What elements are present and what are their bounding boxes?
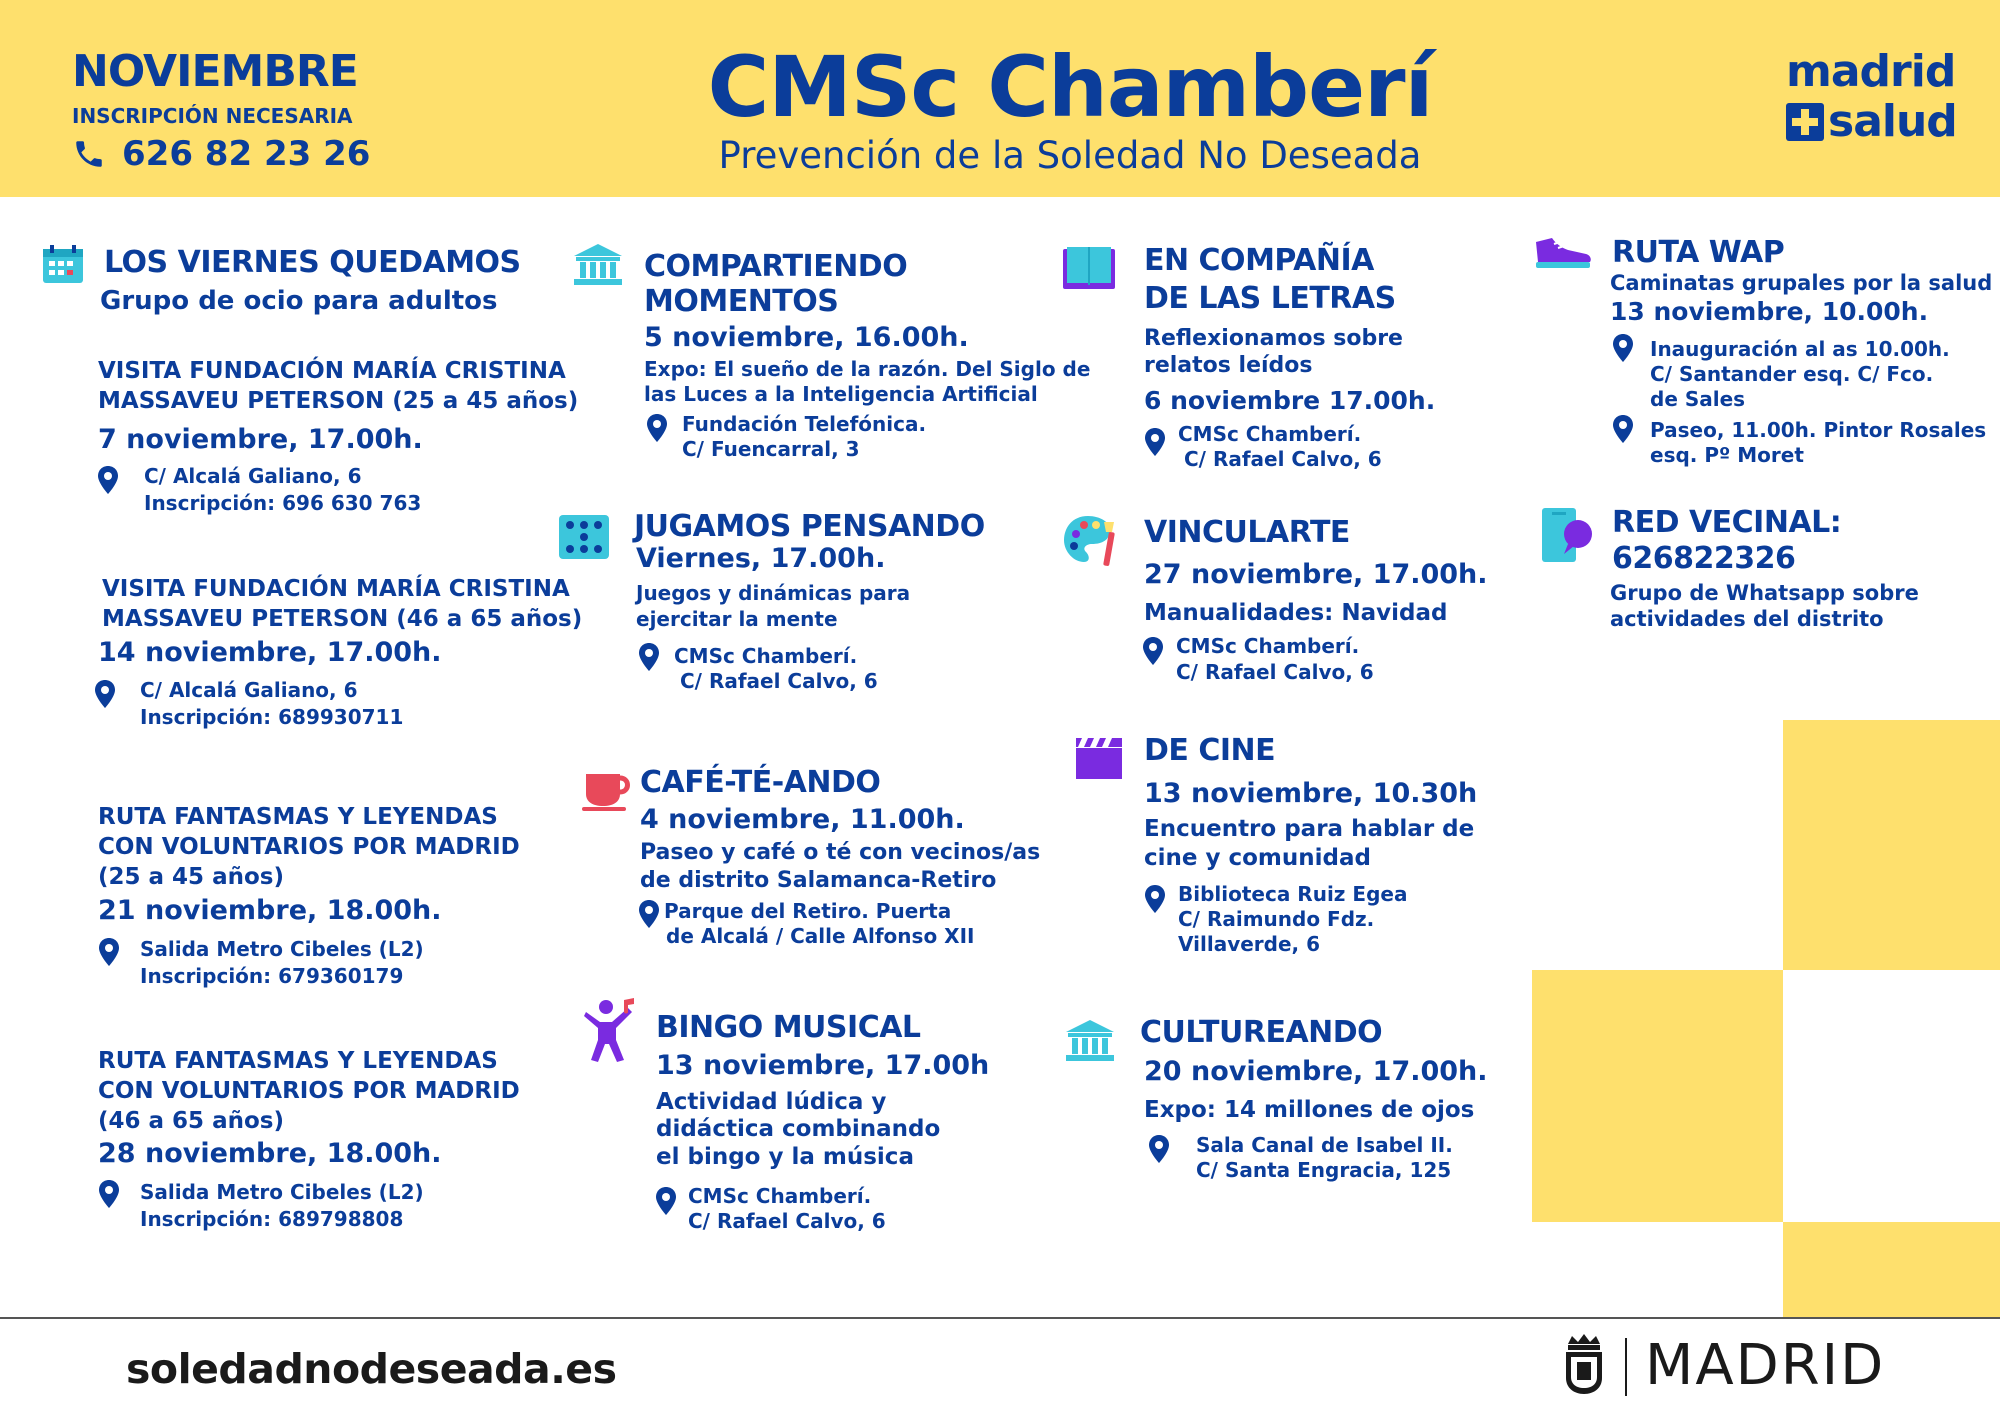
red-vecinal-desc: actividades del distrito bbox=[1610, 607, 1884, 631]
compartiendo-title: MOMENTOS bbox=[644, 284, 839, 319]
decorative-block bbox=[1783, 1222, 2000, 1317]
event-date: 28 noviembre, 18.00h. bbox=[98, 1138, 442, 1169]
location-pin-icon bbox=[638, 899, 660, 929]
cine-desc: Encuentro para hablar de bbox=[1144, 816, 1475, 842]
event-inscription: Inscripción: 679360179 bbox=[140, 964, 404, 988]
red-vecinal-phone: 626822326 bbox=[1612, 541, 1796, 576]
location-pin-icon bbox=[1612, 333, 1634, 363]
location-pin-icon bbox=[1144, 427, 1166, 457]
cafe-desc: Paseo y café o té con vecinos/as bbox=[640, 840, 1041, 865]
cine-location: Biblioteca Ruiz Egea bbox=[1178, 882, 1408, 906]
compartiendo-desc: las Luces a la Inteligencia Artificial bbox=[644, 382, 1038, 406]
location-pin-icon bbox=[655, 1186, 677, 1216]
page-subtitle: Prevención de la Soledad No Deseada bbox=[718, 134, 1422, 177]
event-age-range: (46 a 65 años) bbox=[98, 1108, 284, 1134]
location-pin-icon bbox=[97, 465, 119, 495]
bingo-desc: Actividad lúdica y bbox=[656, 1089, 887, 1115]
event-date: 14 noviembre, 17.00h. bbox=[98, 637, 442, 668]
event-inscription: Inscripción: 696 630 763 bbox=[144, 491, 422, 515]
event-title: RUTA FANTASMAS Y LEYENDAS bbox=[98, 804, 498, 830]
madrid-salud-logo bbox=[1786, 48, 1966, 148]
wap-location: Paseo, 11.00h. Pintor Rosales bbox=[1650, 418, 1987, 442]
cine-desc: cine y comunidad bbox=[1144, 845, 1371, 871]
event-location: Salida Metro Cibeles (L2) bbox=[140, 1180, 424, 1204]
museum-icon bbox=[1064, 1018, 1116, 1062]
red-vecinal-desc: Grupo de Whatsapp sobre bbox=[1610, 581, 1919, 605]
event-title: MASSAVEU PETERSON (25 a 45 años) bbox=[98, 388, 579, 414]
location-pin-icon bbox=[638, 642, 660, 672]
location-pin-icon bbox=[98, 937, 120, 967]
month-label: NOVIEMBRE bbox=[72, 46, 358, 97]
location-pin-icon bbox=[98, 1179, 120, 1209]
viernes-quedamos-subtitle: Grupo de ocio para adultos bbox=[100, 286, 498, 316]
dancer-icon bbox=[582, 998, 636, 1064]
cine-date: 13 noviembre, 10.30h bbox=[1144, 778, 1478, 809]
bingo-location: CMSc Chamberí. bbox=[688, 1184, 872, 1208]
jugamos-desc: Juegos y dinámicas para bbox=[636, 581, 911, 605]
location-pin-icon bbox=[94, 679, 116, 709]
event-title: VISITA FUNDACIÓN MARÍA CRISTINA bbox=[98, 358, 566, 384]
location-pin-icon bbox=[1148, 1134, 1170, 1164]
vincularte-date: 27 noviembre, 17.00h. bbox=[1144, 559, 1488, 590]
vincularte-location: CMSc Chamberí. bbox=[1176, 634, 1360, 658]
jugamos-title: JUGAMOS PENSANDO bbox=[634, 509, 985, 544]
compartiendo-desc: Expo: El sueño de la razón. Del Siglo de bbox=[644, 357, 1091, 381]
cafe-location: Parque del Retiro. Puerta bbox=[664, 899, 952, 923]
wap-location: de Sales bbox=[1650, 387, 1746, 411]
compartiendo-date: 5 noviembre, 16.00h. bbox=[644, 322, 969, 353]
cine-location: Villaverde, 6 bbox=[1178, 932, 1321, 956]
clapperboard-icon bbox=[1074, 734, 1124, 780]
cultureando-location: Sala Canal de Isabel II. bbox=[1196, 1133, 1453, 1157]
decorative-block bbox=[1532, 970, 1783, 1222]
jugamos-desc: ejercitar la mente bbox=[636, 607, 838, 631]
madrid-crest-icon bbox=[1562, 1334, 1606, 1396]
jugamos-location: C/ Rafael Calvo, 6 bbox=[680, 669, 878, 693]
event-age-range: (25 a 45 años) bbox=[98, 864, 284, 890]
bingo-desc: el bingo y la música bbox=[656, 1144, 914, 1170]
event-title: CON VOLUNTARIOS POR MADRID bbox=[98, 1078, 520, 1104]
palette-icon bbox=[1062, 512, 1120, 570]
footer-divider bbox=[0, 1317, 2000, 1319]
location-pin-icon bbox=[1612, 414, 1634, 444]
letras-location: CMSc Chamberí. bbox=[1178, 422, 1362, 446]
logo-line1: madrid bbox=[1786, 46, 1956, 97]
coffee-cup-icon bbox=[582, 770, 632, 812]
cultureando-desc: Expo: 14 millones de ojos bbox=[1144, 1097, 1475, 1123]
event-location: C/ Alcalá Galiano, 6 bbox=[144, 464, 362, 488]
phone-number: 626 82 23 26 bbox=[122, 134, 371, 174]
logo-line2: salud bbox=[1828, 96, 1957, 147]
vincularte-location: C/ Rafael Calvo, 6 bbox=[1176, 660, 1374, 684]
location-pin-icon bbox=[646, 413, 668, 443]
cultureando-title: CULTUREANDO bbox=[1140, 1015, 1383, 1050]
inscription-label: INSCRIPCIÓN NECESARIA bbox=[72, 104, 353, 128]
compartiendo-title: COMPARTIENDO bbox=[644, 249, 908, 284]
madrid-logo-text: MADRID bbox=[1645, 1333, 1886, 1398]
cine-title: DE CINE bbox=[1144, 733, 1276, 768]
cafe-title: CAFÉ-TÉ-ANDO bbox=[640, 765, 881, 800]
event-date: 7 noviembre, 17.00h. bbox=[98, 424, 423, 455]
wap-location: C/ Santander esq. C/ Fco. bbox=[1650, 362, 1934, 386]
event-title: RUTA FANTASMAS Y LEYENDAS bbox=[98, 1048, 498, 1074]
red-vecinal-title: RED VECINAL: bbox=[1612, 505, 1842, 540]
cafe-desc: de distrito Salamanca-Retiro bbox=[640, 868, 997, 893]
viernes-quedamos-title: LOS VIERNES QUEDAMOS bbox=[104, 245, 521, 280]
jugamos-location: CMSc Chamberí. bbox=[674, 644, 858, 668]
letras-location: C/ Rafael Calvo, 6 bbox=[1184, 447, 1382, 471]
bingo-title: BINGO MUSICAL bbox=[656, 1010, 921, 1045]
cafe-date: 4 noviembre, 11.00h. bbox=[640, 804, 965, 835]
bingo-date: 13 noviembre, 17.00h bbox=[656, 1050, 990, 1081]
event-location: C/ Alcalá Galiano, 6 bbox=[140, 678, 358, 702]
footer-separator bbox=[1625, 1338, 1627, 1396]
page-title: CMSc Chamberí bbox=[707, 38, 1433, 136]
plus-icon bbox=[1786, 103, 1824, 141]
location-pin-icon bbox=[1142, 636, 1164, 666]
calendar-icon bbox=[42, 244, 84, 284]
event-location: Salida Metro Cibeles (L2) bbox=[140, 937, 424, 961]
footer-url[interactable]: soledadnodeseada.es bbox=[126, 1345, 617, 1393]
event-title: VISITA FUNDACIÓN MARÍA CRISTINA bbox=[102, 576, 570, 602]
decorative-block bbox=[1783, 720, 2000, 970]
vincularte-title: VINCULARTE bbox=[1144, 515, 1350, 550]
cine-location: C/ Raimundo Fdz. bbox=[1178, 907, 1375, 931]
event-inscription: Inscripción: 689798808 bbox=[140, 1207, 404, 1231]
jugamos-date: Viernes, 17.00h. bbox=[636, 543, 886, 574]
location-pin-icon bbox=[1144, 884, 1166, 914]
event-title: CON VOLUNTARIOS POR MADRID bbox=[98, 834, 520, 860]
letras-title: DE LAS LETRAS bbox=[1144, 281, 1396, 316]
shoe-icon bbox=[1534, 234, 1592, 270]
wap-date: 13 noviembre, 10.00h. bbox=[1610, 297, 1929, 326]
bingo-location: C/ Rafael Calvo, 6 bbox=[688, 1209, 886, 1233]
letras-title: EN COMPAÑÍA bbox=[1144, 243, 1374, 278]
cafe-location: de Alcalá / Calle Alfonso XII bbox=[666, 924, 975, 948]
letras-date: 6 noviembre 17.00h. bbox=[1144, 386, 1436, 415]
wap-location: esq. Pº Moret bbox=[1650, 443, 1804, 467]
wap-title: RUTA WAP bbox=[1612, 235, 1785, 270]
museum-icon bbox=[572, 242, 624, 286]
bingo-desc: didáctica combinando bbox=[656, 1116, 941, 1142]
letras-desc: Reflexionamos sobre bbox=[1144, 326, 1403, 351]
event-inscription: Inscripción: 689930711 bbox=[140, 705, 404, 729]
compartiendo-location: Fundación Telefónica. bbox=[682, 412, 927, 436]
mobile-chat-icon bbox=[1540, 506, 1594, 564]
event-date: 21 noviembre, 18.00h. bbox=[98, 895, 442, 926]
letras-desc: relatos leídos bbox=[1144, 353, 1313, 378]
vincularte-desc: Manualidades: Navidad bbox=[1144, 600, 1448, 626]
wap-location: Inauguración al as 10.00h. bbox=[1650, 337, 1950, 361]
header-banner bbox=[0, 0, 2000, 197]
book-icon bbox=[1062, 246, 1116, 290]
event-title: MASSAVEU PETERSON (46 a 65 años) bbox=[102, 606, 583, 632]
dice-icon bbox=[558, 514, 610, 560]
cultureando-date: 20 noviembre, 17.00h. bbox=[1144, 1056, 1488, 1087]
compartiendo-location: C/ Fuencarral, 3 bbox=[682, 437, 860, 461]
cultureando-location: C/ Santa Engracia, 125 bbox=[1196, 1158, 1452, 1182]
wap-desc: Caminatas grupales por la salud bbox=[1610, 271, 1993, 295]
